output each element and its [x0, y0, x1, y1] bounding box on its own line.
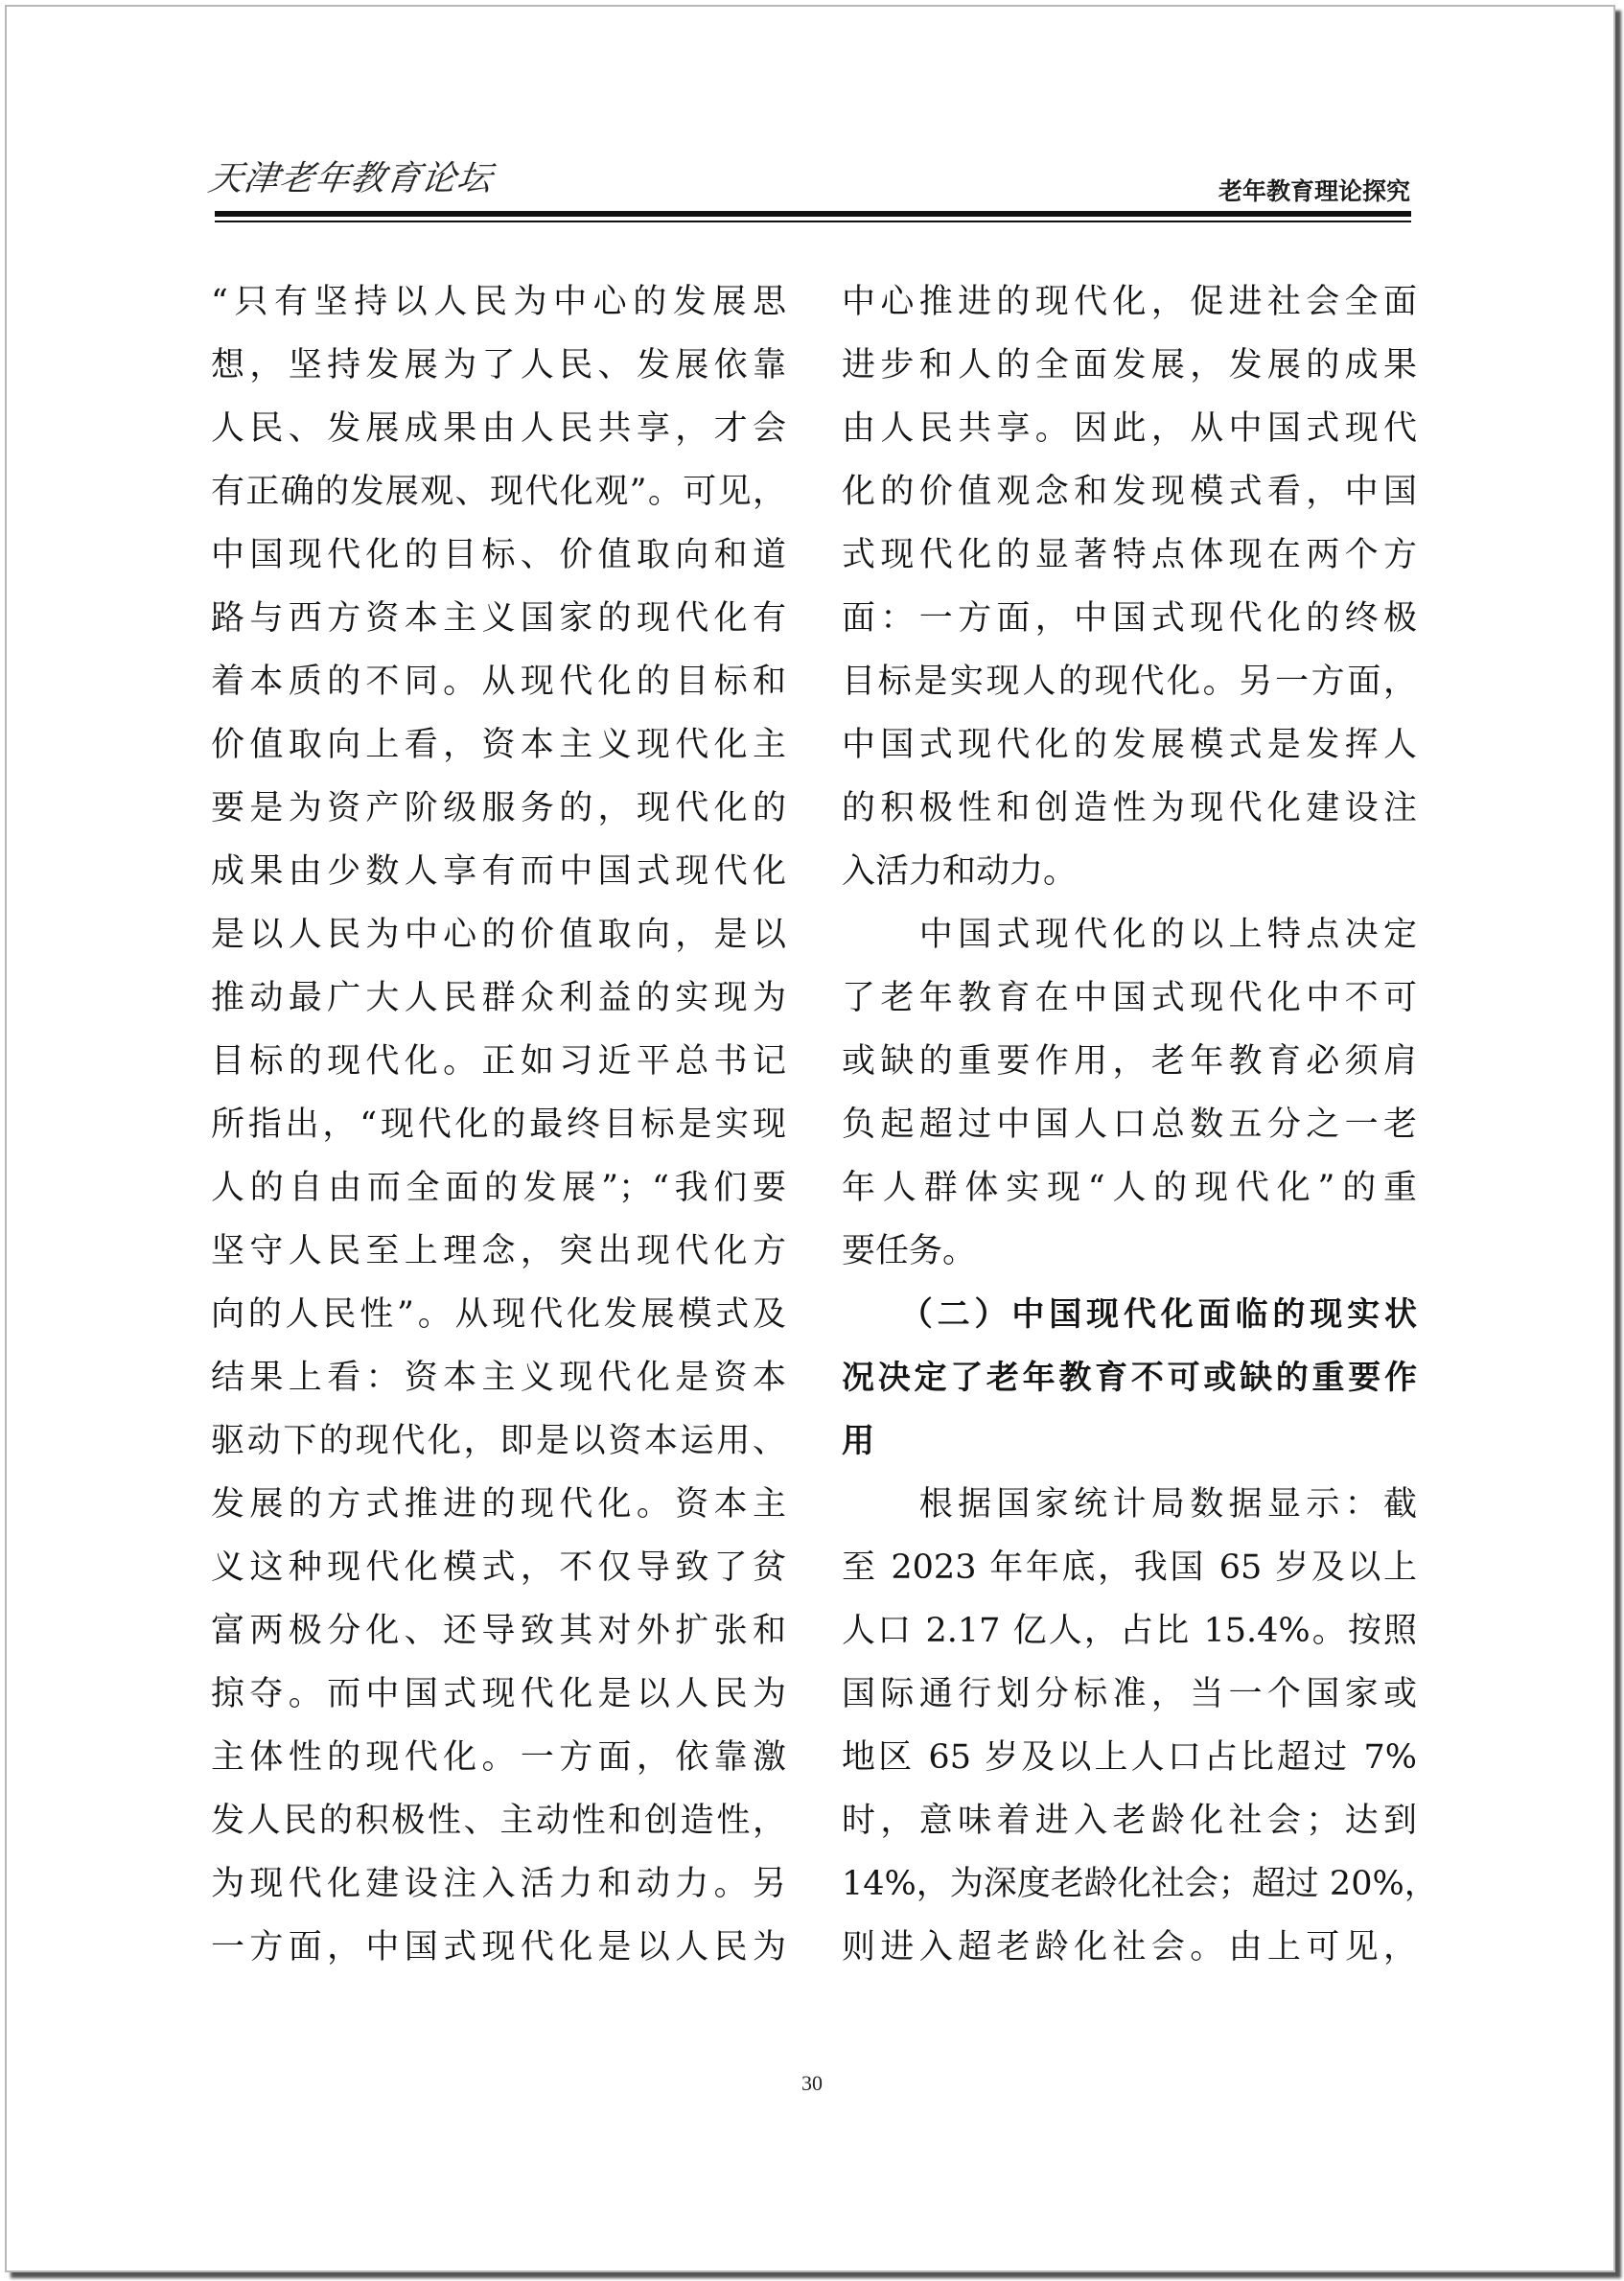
text-line: 向的人民性”。从现代化发展模式及 [211, 1295, 786, 1334]
section-title: 老年教育理论探究 [1218, 177, 1410, 205]
text-line: 或缺的重要作用，老年教育必须肩 [842, 1042, 1417, 1081]
text-line: 坚守人民至上理念，突出现代化方 [211, 1232, 786, 1270]
text-line: 有正确的发展观、现代化观”。可见， [211, 473, 786, 511]
text-line: 目标是实现人的现代化。另一方面， [842, 663, 1417, 701]
text-line: “只有坚持以人民为中心的发展思 [211, 283, 786, 321]
text-line: 式现代化的显著特点体现在两个方 [842, 536, 1417, 574]
text-line: 进步和人的全面发展，发展的成果 [842, 346, 1417, 384]
journal-logo: 天津老年教育论坛 [205, 159, 496, 198]
text-line: 根据国家统计局数据显示：截 [842, 1485, 1417, 1524]
text-line: 人的自由而全面的发展”；“我们要 [211, 1169, 786, 1207]
right-column [842, 270, 1438, 1979]
text-line: 着本质的不同。从现代化的目标和 [211, 663, 786, 701]
text-line: 中国现代化的目标、价值取向和道 [211, 536, 786, 574]
text-line: 面：一方面，中国式现代化的终极 [842, 599, 1417, 638]
text-line: 目标的现代化。正如习近平总书记 [211, 1042, 786, 1081]
text-line: 14%，为深度老龄化社会；超过 20%， [842, 1865, 1438, 1903]
text-line: 掠夺。而中国式现代化是以人民为 [211, 1675, 786, 1713]
subsection-heading: 况决定了老年教育不可或缺的重要作 [842, 1359, 1417, 1397]
text-line: 驱动下的现代化，即是以资本运用、 [211, 1422, 786, 1460]
text-line: 由人民共享。因此，从中国式现代 [842, 409, 1417, 448]
text-line: 成果由少数人享有而中国式现代化 [211, 852, 786, 891]
text-line: 发人民的积极性、主动性和创造性， [211, 1802, 786, 1840]
text-line: 中心推进的现代化，促进社会全面 [842, 283, 1417, 321]
header-rule-thin [215, 221, 1411, 222]
text-line: 是以人民为中心的价值取向，是以 [211, 916, 786, 954]
text-line: 则进入超老龄化社会。由上可见， [842, 1928, 1417, 1967]
text-line: 化的价值观念和发现模式看，中国 [842, 473, 1417, 511]
subsection-heading: （二）中国现代化面临的现实状 [842, 1295, 1417, 1334]
text-line: 主体性的现代化。一方面，依靠激 [211, 1738, 786, 1777]
subsection-heading: 用 [842, 1422, 874, 1460]
text-line: 中国式现代化的发展模式是发挥人 [842, 726, 1417, 764]
text-line: 至 2023 年年底，我国 65 岁及以上 [842, 1548, 1417, 1587]
text-line: 人民、发展成果由人民共享，才会 [211, 409, 786, 448]
text-line: 价值取向上看，资本主义现代化主 [211, 726, 786, 764]
text-line: 了老年教育在中国式现代化中不可 [842, 979, 1417, 1017]
text-line: 一方面，中国式现代化是以人民为 [211, 1928, 786, 1967]
text-line: 国际通行划分标准，当一个国家或 [842, 1675, 1417, 1713]
text-line: 所指出，“现代化的最终目标是实现 [211, 1106, 786, 1144]
text-line: 要任务。 [842, 1232, 977, 1270]
text-line: 年人群体实现“人的现代化”的重 [842, 1169, 1417, 1207]
page-number: 30 [801, 2071, 823, 2095]
text-line: 富两极分化、还导致其对外扩张和 [211, 1612, 786, 1650]
text-line: 要是为资产阶级服务的，现代化的 [211, 789, 786, 827]
header-rule-thick [215, 211, 1411, 217]
text-line: 时，意味着进入老龄化社会；达到 [842, 1802, 1417, 1840]
text-line: 想，坚持发展为了人民、发展依靠 [211, 346, 786, 384]
left-column [211, 270, 786, 1979]
text-line: 义这种现代化模式，不仅导致了贫 [211, 1548, 786, 1587]
text-line: 中国式现代化的以上特点决定 [842, 916, 1417, 954]
text-line: 人口 2.17 亿人，占比 15.4%。按照 [842, 1612, 1417, 1650]
text-line: 结果上看：资本主义现代化是资本 [211, 1359, 786, 1397]
text-line: 发展的方式推进的现代化。资本主 [211, 1485, 786, 1524]
text-line: 地区 65 岁及以上人口占比超过 7% [842, 1738, 1417, 1777]
text-line: 负起超过中国人口总数五分之一老 [842, 1106, 1417, 1144]
text-line: 推动最广大人民群众利益的实现为 [211, 979, 786, 1017]
text-line: 路与西方资本主义国家的现代化有 [211, 599, 786, 638]
text-line: 入活力和动力。 [842, 852, 1078, 891]
text-line: 的积极性和创造性为现代化建设注 [842, 789, 1417, 827]
text-line: 为现代化建设注入活力和动力。另 [211, 1865, 786, 1903]
